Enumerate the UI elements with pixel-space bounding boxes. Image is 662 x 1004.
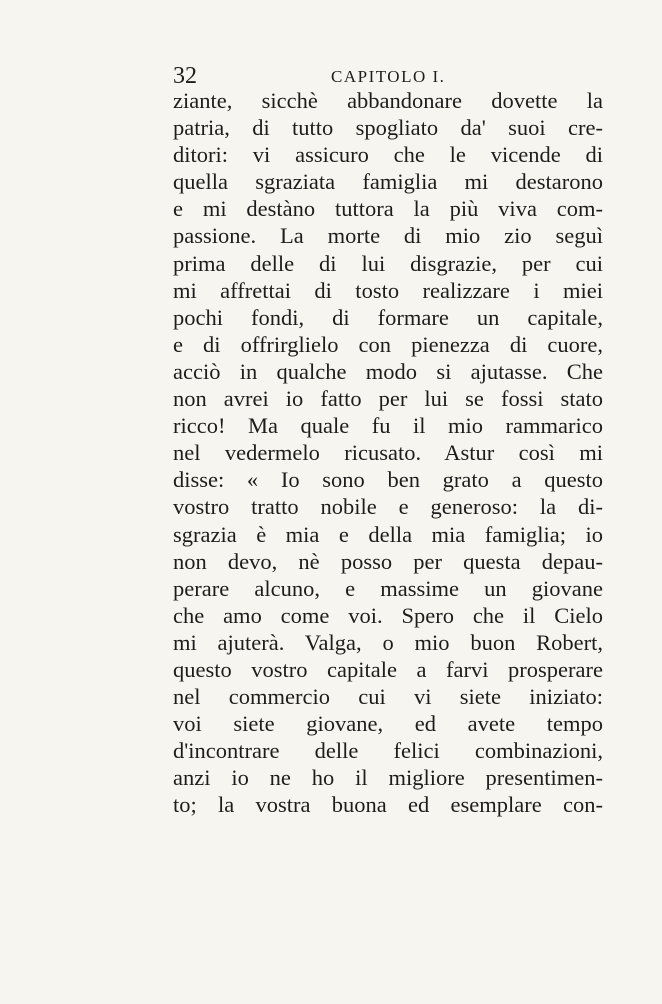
text-line: sgrazia è mia e della mia famiglia; io [173,521,603,547]
text-line: non devo, nè posso per questa depau- [173,548,603,574]
text-line: e di offrirglielo con pienezza di cuore, [173,331,603,357]
text-line: quella sgraziata famiglia mi destarono [173,169,603,195]
text-line: patria, di tutto spogliato da' suoi cre- [173,115,603,141]
text-line: voi siete giovane, ed avete tempo [173,711,603,737]
text-line: mi ajuterà. Valga, o mio buon Robert, [173,629,603,655]
running-head: CAPITOLO I. [331,67,446,86]
text-line: questo vostro capitale a farvi prosperare [173,656,603,682]
text-line: non avrei io fatto per lui se fossi stato [173,386,603,412]
text-line: ricco! Ma quale fu il mio rammarico [173,413,603,439]
text-line: d'incontrare delle felici combinazioni, [173,738,603,764]
text-line: to; la vostra buona ed esemplare con- [173,792,603,818]
body-text [173,87,603,819]
text-line: e mi destàno tuttora la più viva com- [173,196,603,222]
text-line: nel commercio cui vi siete iniziato: [173,684,603,710]
text-line: vostro tratto nobile e generoso: la di- [173,494,603,520]
text-line: acciò in qualche modo si ajutasse. Che [173,358,603,384]
text-line: ziante, sicchè abbandonare dovette la [173,88,603,113]
text-line: perare alcuno, e massime un giovane [173,575,603,601]
text-line: anzi io ne ho il migliore presentimen- [173,765,603,791]
text-line: nel vedermelo ricusato. Astur così mi [173,440,603,466]
page-number: 32 [173,63,197,89]
text-line: pochi fondi, di formare un capitale, [173,304,603,330]
text-line: che amo come voi. Spero che il Cielo [173,602,603,628]
text-line: ditori: vi assicuro che le vicende di [173,142,603,168]
text-line: passione. La morte di mio zio seguì [173,223,603,249]
text-line: mi affrettai di tosto realizzare i miei [173,277,603,303]
text-line: disse: « Io sono ben grato a questo [173,467,603,493]
text-line: prima delle di lui disgrazie, per cui [173,250,603,276]
